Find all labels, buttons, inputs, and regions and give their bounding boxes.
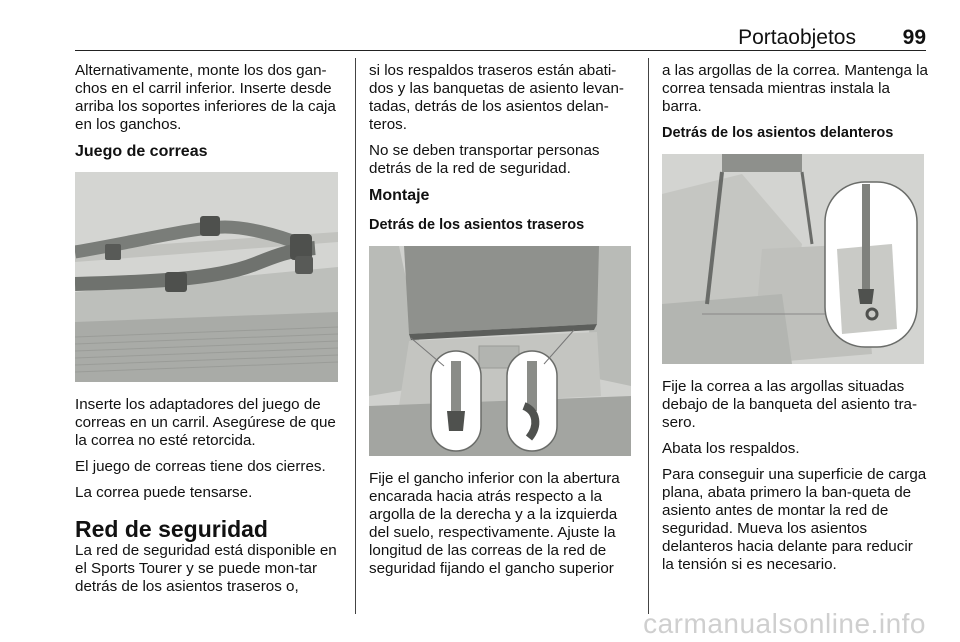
paragraph-no-passengers: No se deben transportar personas detrás de la red de seguridad. (369, 142, 600, 177)
paragraph-attach-lower-hook: Fije el gancho inferior con la abertura encarada hacia atrás respecto a la argolla de la derecha y a la izquierda del suelo, respectivamente. Ajuste la longitud de las correas de la red de seguridad fijando el gancho superior (369, 470, 620, 577)
rear-seats-net-illustration (369, 246, 631, 456)
paragraph-two-buckles: El juego de correas tiene dos cierres. (75, 458, 326, 475)
heading-safety-net: Red de seguridad (75, 516, 268, 542)
column-1 (75, 62, 341, 604)
heading-mounting: Montaje (369, 187, 430, 204)
paragraph-attach-strap-rings: Fije la correa a las argollas situadas debajo de la banqueta del asiento tra-sero. (662, 378, 918, 431)
paragraph-insert-adapters: Inserte los adaptadores del juego de correas en un carril. Asegúrese de que la correa no esté retorcida. (75, 396, 336, 449)
paragraph-hooks-lower-rail: Alternativamente, monte los dos gan-chos en el carril inferior. Inserte desde arriba los soportes inferiores de la caja en los ganchos. (75, 62, 336, 133)
page-number: 99 (902, 26, 926, 49)
figure-behind-rear-seats (369, 246, 631, 456)
paragraph-safety-net-availability: La red de seguridad está disponible en el Sports Tourer y se puede mon-tar detrás de los asientos traseros o, (75, 542, 337, 595)
strap-set-illustration (75, 172, 338, 382)
paragraph-fold-backrests: Abata los respaldos. (662, 440, 800, 457)
paragraph-front-seats-mount: si los respaldos traseros están abati-dos y las banquetas de asiento levan-tadas, detrás de los asientos delan-teros. (369, 62, 624, 133)
header-rule (75, 50, 926, 51)
section-title: Portaobjetos (738, 26, 856, 49)
page-header (75, 24, 926, 50)
paragraph-flat-load-surface: Para conseguir una superficie de carga plana, abata primero la ban-queta de asiento antes de montar la red de seguridad. Mueva los asientos delanteros hacia delante para reducir la tensión si es necesario. (662, 466, 927, 573)
heading-behind-front-seats: Detrás de los asientos delanteros (662, 125, 894, 141)
figure-strap-set (75, 172, 338, 382)
front-seats-net-illustration (662, 154, 924, 364)
paragraph-keep-strap-tensioned: a las argollas de la correa. Mantenga la correa tensada mientras instala la barra. (662, 62, 928, 115)
watermark: carmanualsonline.info (643, 608, 926, 639)
heading-strap-set: Juego de correas (75, 143, 208, 160)
paragraph-tension-strap: La correa puede tensarse. (75, 484, 253, 501)
column-2 (369, 62, 635, 586)
column-divider-2 (648, 58, 649, 614)
figure-behind-front-seats (662, 154, 924, 364)
heading-behind-rear-seats: Detrás de los asientos traseros (369, 217, 585, 233)
column-divider-1 (355, 58, 356, 614)
column-3 (662, 62, 928, 582)
